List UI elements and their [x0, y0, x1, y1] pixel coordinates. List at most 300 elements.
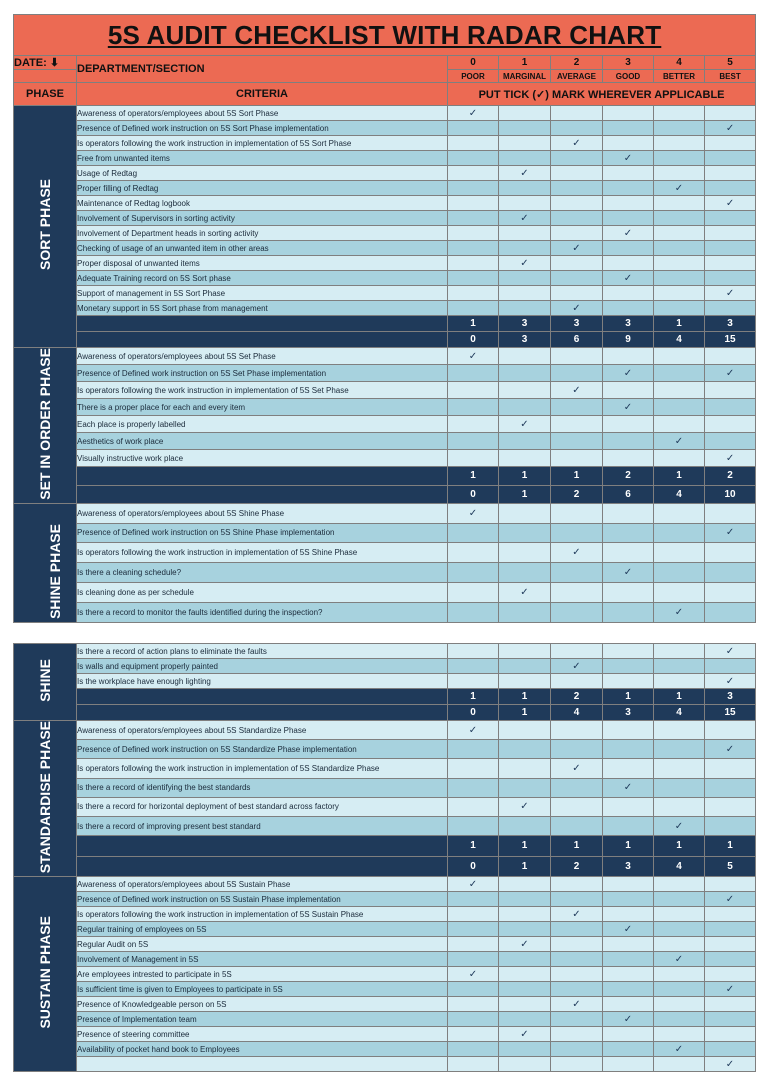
- tick-cell-score-2[interactable]: [551, 759, 603, 778]
- tick-cell-score-5[interactable]: [705, 121, 756, 136]
- tick-cell-score-2[interactable]: [551, 907, 603, 922]
- tick-cell-score-1[interactable]: [499, 997, 551, 1012]
- tick-cell-score-4[interactable]: [654, 740, 705, 759]
- tick-cell-score-1[interactable]: [499, 301, 551, 316]
- tick-cell-score-1[interactable]: [499, 877, 551, 892]
- tick-cell-score-3[interactable]: [603, 1042, 654, 1057]
- tick-cell-score-1[interactable]: [499, 602, 551, 622]
- tick-cell-score-1[interactable]: [499, 399, 551, 416]
- tick-cell-score-4[interactable]: [654, 433, 705, 450]
- tick-cell-score-3[interactable]: [603, 721, 654, 740]
- tick-cell-score-5[interactable]: [705, 907, 756, 922]
- tick-cell-score-1[interactable]: [499, 106, 551, 121]
- tick-cell-score-0[interactable]: [448, 286, 499, 301]
- tick-cell-score-4[interactable]: [654, 778, 705, 797]
- tick-cell-score-0[interactable]: [448, 817, 499, 836]
- tick-cell-score-3[interactable]: [603, 301, 654, 316]
- tick-cell-score-5[interactable]: [705, 877, 756, 892]
- tick-cell-score-4[interactable]: [654, 416, 705, 433]
- tick-cell-score-4[interactable]: [654, 952, 705, 967]
- tick-cell-score-1[interactable]: [499, 1057, 551, 1072]
- tick-cell-score-3[interactable]: [603, 543, 654, 563]
- tick-cell-score-0[interactable]: [448, 797, 499, 816]
- tick-cell-score-0[interactable]: [448, 271, 499, 286]
- tick-cell-score-5[interactable]: [705, 106, 756, 121]
- tick-cell-score-1[interactable]: [499, 922, 551, 937]
- tick-cell-score-1[interactable]: [499, 348, 551, 365]
- tick-cell-score-3[interactable]: [603, 740, 654, 759]
- tick-cell-score-4[interactable]: [654, 226, 705, 241]
- tick-cell-score-4[interactable]: [654, 450, 705, 467]
- tick-cell-score-1[interactable]: [499, 226, 551, 241]
- tick-cell-score-2[interactable]: [551, 582, 603, 602]
- tick-cell-score-5[interactable]: [705, 271, 756, 286]
- tick-cell-score-4[interactable]: [654, 1042, 705, 1057]
- tick-cell-score-2[interactable]: [551, 382, 603, 399]
- tick-cell-score-2[interactable]: [551, 181, 603, 196]
- tick-cell-score-0[interactable]: [448, 196, 499, 211]
- tick-cell-score-3[interactable]: [603, 778, 654, 797]
- tick-cell-score-4[interactable]: [654, 759, 705, 778]
- tick-cell-score-2[interactable]: [551, 136, 603, 151]
- tick-cell-score-4[interactable]: [654, 348, 705, 365]
- tick-cell-score-5[interactable]: [705, 226, 756, 241]
- tick-cell-score-1[interactable]: [499, 582, 551, 602]
- tick-cell-score-2[interactable]: [551, 271, 603, 286]
- tick-cell-score-3[interactable]: [603, 286, 654, 301]
- tick-cell-score-4[interactable]: [654, 674, 705, 689]
- tick-cell-score-3[interactable]: [603, 952, 654, 967]
- tick-cell-score-4[interactable]: [654, 967, 705, 982]
- tick-cell-score-0[interactable]: [448, 523, 499, 543]
- tick-cell-score-5[interactable]: [705, 399, 756, 416]
- tick-cell-score-1[interactable]: [499, 937, 551, 952]
- tick-cell-score-4[interactable]: [654, 922, 705, 937]
- tick-cell-score-0[interactable]: [448, 922, 499, 937]
- tick-cell-score-5[interactable]: [705, 659, 756, 674]
- tick-cell-score-2[interactable]: [551, 967, 603, 982]
- tick-cell-score-5[interactable]: [705, 450, 756, 467]
- tick-cell-score-0[interactable]: [448, 674, 499, 689]
- tick-cell-score-3[interactable]: [603, 892, 654, 907]
- tick-cell-score-5[interactable]: [705, 503, 756, 523]
- tick-cell-score-2[interactable]: [551, 817, 603, 836]
- check-mark-icon: ✓: [468, 507, 478, 519]
- tick-cell-score-3[interactable]: [603, 817, 654, 836]
- tick-cell-score-0[interactable]: [448, 937, 499, 952]
- tick-cell-score-4[interactable]: [654, 582, 705, 602]
- tick-cell-score-5[interactable]: [705, 301, 756, 316]
- tick-cell-score-5[interactable]: [705, 797, 756, 816]
- tick-cell-score-2[interactable]: [551, 721, 603, 740]
- tick-cell-score-4[interactable]: [654, 543, 705, 563]
- tick-cell-score-3[interactable]: [603, 382, 654, 399]
- tick-cell-score-1[interactable]: [499, 136, 551, 151]
- tick-cell-score-0[interactable]: [448, 997, 499, 1012]
- tick-cell-score-5[interactable]: [705, 196, 756, 211]
- tick-cell-score-3[interactable]: [603, 271, 654, 286]
- tick-cell-score-3[interactable]: [603, 644, 654, 659]
- tick-cell-score-2[interactable]: [551, 450, 603, 467]
- tick-cell-score-5[interactable]: [705, 523, 756, 543]
- tick-cell-score-1[interactable]: [499, 523, 551, 543]
- tick-cell-score-3[interactable]: [603, 982, 654, 997]
- tick-cell-score-1[interactable]: [499, 121, 551, 136]
- tick-cell-score-2[interactable]: [551, 659, 603, 674]
- tick-cell-score-5[interactable]: [705, 365, 756, 382]
- tick-cell-score-5[interactable]: [705, 740, 756, 759]
- criteria-text: Checking of usage of an unwanted item in other areas: [77, 241, 448, 256]
- tick-cell-score-4[interactable]: [654, 797, 705, 816]
- tick-cell-score-3[interactable]: [603, 659, 654, 674]
- tick-cell-score-3[interactable]: [603, 922, 654, 937]
- tick-cell-score-2[interactable]: [551, 286, 603, 301]
- tick-cell-score-4[interactable]: [654, 503, 705, 523]
- tick-cell-score-3[interactable]: [603, 211, 654, 226]
- tick-cell-score-4[interactable]: [654, 196, 705, 211]
- tick-cell-score-4[interactable]: [654, 399, 705, 416]
- tick-cell-score-1[interactable]: [499, 892, 551, 907]
- tick-cell-score-1[interactable]: [499, 503, 551, 523]
- tick-cell-score-4[interactable]: [654, 301, 705, 316]
- tick-cell-score-4[interactable]: [654, 644, 705, 659]
- tick-cell-score-0[interactable]: [448, 952, 499, 967]
- tick-cell-score-4[interactable]: [654, 151, 705, 166]
- tick-cell-score-4[interactable]: [654, 937, 705, 952]
- tick-cell-score-1[interactable]: [499, 416, 551, 433]
- tick-cell-score-5[interactable]: [705, 952, 756, 967]
- tick-cell-score-2[interactable]: [551, 523, 603, 543]
- tick-cell-score-3[interactable]: [603, 967, 654, 982]
- tick-cell-score-0[interactable]: [448, 301, 499, 316]
- tick-cell-score-5[interactable]: [705, 286, 756, 301]
- tick-cell-score-1[interactable]: [499, 196, 551, 211]
- tick-cell-score-4[interactable]: [654, 1012, 705, 1027]
- tick-cell-score-1[interactable]: [499, 952, 551, 967]
- tick-cell-score-0[interactable]: [448, 151, 499, 166]
- tick-cell-score-5[interactable]: [705, 563, 756, 583]
- tick-cell-score-2[interactable]: [551, 503, 603, 523]
- tick-cell-score-2[interactable]: [551, 211, 603, 226]
- tick-cell-score-3[interactable]: [603, 563, 654, 583]
- tick-cell-score-0[interactable]: [448, 241, 499, 256]
- tick-cell-score-4[interactable]: [654, 1057, 705, 1072]
- tick-cell-score-2[interactable]: [551, 433, 603, 450]
- criteria-text: Awareness of operators/employees about 5S Sort Phase: [77, 106, 448, 121]
- tick-cell-score-5[interactable]: [705, 1042, 756, 1057]
- tick-cell-score-4[interactable]: [654, 877, 705, 892]
- tick-cell-score-0[interactable]: [448, 450, 499, 467]
- tick-cell-score-0[interactable]: [448, 121, 499, 136]
- tick-cell-score-3[interactable]: [603, 674, 654, 689]
- tick-cell-score-2[interactable]: [551, 602, 603, 622]
- tick-cell-score-5[interactable]: [705, 256, 756, 271]
- tick-cell-score-1[interactable]: [499, 644, 551, 659]
- tick-cell-score-3[interactable]: [603, 937, 654, 952]
- tick-cell-score-2[interactable]: [551, 166, 603, 181]
- tick-cell-score-0[interactable]: [448, 416, 499, 433]
- tick-cell-score-1[interactable]: [499, 166, 551, 181]
- tick-cell-score-5[interactable]: [705, 1012, 756, 1027]
- tick-cell-score-3[interactable]: [603, 106, 654, 121]
- tick-cell-score-5[interactable]: [705, 602, 756, 622]
- tick-cell-score-5[interactable]: [705, 922, 756, 937]
- tick-cell-score-1[interactable]: [499, 181, 551, 196]
- tick-cell-score-5[interactable]: [705, 997, 756, 1012]
- tick-cell-score-2[interactable]: [551, 997, 603, 1012]
- tick-cell-score-4[interactable]: [654, 365, 705, 382]
- tick-cell-score-0[interactable]: [448, 365, 499, 382]
- tick-cell-score-2[interactable]: [551, 740, 603, 759]
- tick-cell-score-0[interactable]: [448, 602, 499, 622]
- tick-cell-score-2[interactable]: [551, 922, 603, 937]
- tick-cell-score-3[interactable]: [603, 602, 654, 622]
- tick-cell-score-4[interactable]: [654, 211, 705, 226]
- tick-cell-score-4[interactable]: [654, 602, 705, 622]
- tick-cell-score-5[interactable]: [705, 181, 756, 196]
- tick-cell-score-4[interactable]: [654, 241, 705, 256]
- tick-cell-score-4[interactable]: [654, 817, 705, 836]
- tick-cell-score-3[interactable]: [603, 121, 654, 136]
- tick-cell-score-5[interactable]: [705, 1027, 756, 1042]
- tick-cell-score-0[interactable]: [448, 563, 499, 583]
- tick-cell-score-1[interactable]: [499, 433, 551, 450]
- tick-cell-score-2[interactable]: [551, 1027, 603, 1042]
- tick-cell-score-3[interactable]: [603, 196, 654, 211]
- tick-cell-score-5[interactable]: [705, 1057, 756, 1072]
- tick-cell-score-0[interactable]: [448, 256, 499, 271]
- tick-cell-score-3[interactable]: [603, 1012, 654, 1027]
- tick-cell-score-0[interactable]: [448, 907, 499, 922]
- tick-cell-score-1[interactable]: [499, 907, 551, 922]
- tick-cell-score-4[interactable]: [654, 271, 705, 286]
- tick-cell-score-3[interactable]: [603, 241, 654, 256]
- tick-cell-score-3[interactable]: [603, 365, 654, 382]
- tick-cell-score-2[interactable]: [551, 937, 603, 952]
- tick-cell-score-2[interactable]: [551, 543, 603, 563]
- tick-cell-score-0[interactable]: [448, 382, 499, 399]
- tick-cell-score-1[interactable]: [499, 740, 551, 759]
- tick-cell-score-0[interactable]: [448, 740, 499, 759]
- tick-cell-score-3[interactable]: [603, 797, 654, 816]
- tick-cell-score-0[interactable]: [448, 181, 499, 196]
- tick-cell-score-1[interactable]: [499, 563, 551, 583]
- tick-cell-score-5[interactable]: [705, 382, 756, 399]
- tick-cell-score-1[interactable]: [499, 151, 551, 166]
- tick-cell-score-0[interactable]: [448, 1012, 499, 1027]
- tick-cell-score-3[interactable]: [603, 1057, 654, 1072]
- tick-cell-score-5[interactable]: [705, 674, 756, 689]
- tick-cell-score-3[interactable]: [603, 151, 654, 166]
- tick-cell-score-1[interactable]: [499, 817, 551, 836]
- tick-cell-score-2[interactable]: [551, 106, 603, 121]
- tick-cell-score-0[interactable]: [448, 433, 499, 450]
- tick-cell-score-1[interactable]: [499, 967, 551, 982]
- tick-cell-score-3[interactable]: [603, 907, 654, 922]
- tick-cell-score-5[interactable]: [705, 241, 756, 256]
- tick-cell-score-1[interactable]: [499, 286, 551, 301]
- tick-cell-score-3[interactable]: [603, 450, 654, 467]
- tick-cell-score-5[interactable]: [705, 937, 756, 952]
- tick-cell-score-5[interactable]: [705, 348, 756, 365]
- tick-cell-score-3[interactable]: [603, 416, 654, 433]
- tick-cell-score-2[interactable]: [551, 196, 603, 211]
- tick-cell-score-0[interactable]: [448, 582, 499, 602]
- check-mark-icon: ✓: [468, 724, 478, 736]
- tick-cell-score-3[interactable]: [603, 759, 654, 778]
- tick-cell-score-5[interactable]: [705, 892, 756, 907]
- tick-cell-score-3[interactable]: [603, 226, 654, 241]
- tick-cell-score-5[interactable]: [705, 136, 756, 151]
- tick-cell-score-2[interactable]: [551, 1042, 603, 1057]
- tick-cell-score-4[interactable]: [654, 907, 705, 922]
- tick-cell-score-0[interactable]: [448, 1042, 499, 1057]
- tick-cell-score-5[interactable]: [705, 211, 756, 226]
- tick-cell-score-1[interactable]: [499, 256, 551, 271]
- tick-cell-score-1[interactable]: [499, 450, 551, 467]
- tick-cell-score-3[interactable]: [603, 136, 654, 151]
- tick-cell-score-4[interactable]: [654, 523, 705, 543]
- checklist-row: [14, 106, 756, 121]
- tick-cell-score-4[interactable]: [654, 106, 705, 121]
- tick-cell-score-1[interactable]: [499, 982, 551, 997]
- tick-cell-score-1[interactable]: [499, 674, 551, 689]
- tick-cell-score-1[interactable]: [499, 382, 551, 399]
- tick-cell-score-3[interactable]: [603, 1027, 654, 1042]
- tick-cell-score-0[interactable]: [448, 877, 499, 892]
- tick-cell-score-3[interactable]: [603, 256, 654, 271]
- tick-cell-score-4[interactable]: [654, 286, 705, 301]
- tick-cell-score-2[interactable]: [551, 952, 603, 967]
- tick-cell-score-4[interactable]: [654, 181, 705, 196]
- tick-cell-score-2[interactable]: [551, 674, 603, 689]
- tick-cell-score-5[interactable]: [705, 644, 756, 659]
- tick-cell-score-5[interactable]: [705, 543, 756, 563]
- tick-cell-score-0[interactable]: [448, 892, 499, 907]
- tick-cell-score-0[interactable]: [448, 721, 499, 740]
- tick-cell-score-5[interactable]: [705, 582, 756, 602]
- tick-cell-score-2[interactable]: [551, 121, 603, 136]
- tick-cell-score-4[interactable]: [654, 166, 705, 181]
- tick-cell-score-2[interactable]: [551, 1012, 603, 1027]
- tick-cell-score-0[interactable]: [448, 226, 499, 241]
- tick-cell-score-2[interactable]: [551, 365, 603, 382]
- tick-cell-score-0[interactable]: [448, 1057, 499, 1072]
- tick-cell-score-2[interactable]: [551, 797, 603, 816]
- tick-cell-score-4[interactable]: [654, 382, 705, 399]
- tick-cell-score-0[interactable]: [448, 778, 499, 797]
- tick-cell-score-2[interactable]: [551, 644, 603, 659]
- tick-cell-score-0[interactable]: [448, 543, 499, 563]
- tick-cell-score-0[interactable]: [448, 1027, 499, 1042]
- tick-cell-score-5[interactable]: [705, 416, 756, 433]
- tick-cell-score-4[interactable]: [654, 892, 705, 907]
- tick-cell-score-3[interactable]: [603, 877, 654, 892]
- tick-cell-score-2[interactable]: [551, 982, 603, 997]
- tick-cell-score-5[interactable]: [705, 982, 756, 997]
- tick-cell-score-2[interactable]: [551, 778, 603, 797]
- tick-cell-score-1[interactable]: [499, 759, 551, 778]
- tick-cell-score-2[interactable]: [551, 399, 603, 416]
- tick-cell-score-3[interactable]: [603, 166, 654, 181]
- tick-cell-score-4[interactable]: [654, 721, 705, 740]
- tick-cell-score-5[interactable]: [705, 967, 756, 982]
- tick-cell-score-3[interactable]: [603, 181, 654, 196]
- tick-cell-score-0[interactable]: [448, 211, 499, 226]
- tick-cell-score-3[interactable]: [603, 582, 654, 602]
- tick-cell-score-2[interactable]: [551, 416, 603, 433]
- tick-cell-score-0[interactable]: [448, 106, 499, 121]
- tick-cell-score-0[interactable]: [448, 503, 499, 523]
- tick-cell-score-5[interactable]: [705, 721, 756, 740]
- date-value-cell[interactable]: [14, 70, 77, 83]
- tick-cell-score-1[interactable]: [499, 659, 551, 674]
- tick-cell-score-1[interactable]: [499, 543, 551, 563]
- tick-cell-score-4[interactable]: [654, 121, 705, 136]
- tick-cell-score-2[interactable]: [551, 348, 603, 365]
- tick-cell-score-1[interactable]: [499, 797, 551, 816]
- tick-cell-score-3[interactable]: [603, 997, 654, 1012]
- tick-cell-score-2[interactable]: [551, 1057, 603, 1072]
- tick-cell-score-0[interactable]: [448, 759, 499, 778]
- tick-cell-score-2[interactable]: [551, 301, 603, 316]
- tick-cell-score-2[interactable]: [551, 877, 603, 892]
- tick-cell-score-3[interactable]: [603, 433, 654, 450]
- tick-cell-score-0[interactable]: [448, 399, 499, 416]
- tick-cell-score-0[interactable]: [448, 659, 499, 674]
- tick-cell-score-2[interactable]: [551, 563, 603, 583]
- tick-cell-score-2[interactable]: [551, 151, 603, 166]
- tick-cell-score-1[interactable]: [499, 271, 551, 286]
- tick-cell-score-4[interactable]: [654, 982, 705, 997]
- tick-cell-score-3[interactable]: [603, 399, 654, 416]
- tick-cell-score-1[interactable]: [499, 1012, 551, 1027]
- tick-cell-score-0[interactable]: [448, 644, 499, 659]
- tick-cell-score-3[interactable]: [603, 348, 654, 365]
- tick-cell-score-4[interactable]: [654, 997, 705, 1012]
- tick-cell-score-1[interactable]: [499, 211, 551, 226]
- tick-cell-score-4[interactable]: [654, 1027, 705, 1042]
- tick-cell-score-5[interactable]: [705, 778, 756, 797]
- tick-cell-score-1[interactable]: [499, 365, 551, 382]
- tick-cell-score-0[interactable]: [448, 967, 499, 982]
- tick-cell-score-4[interactable]: [654, 256, 705, 271]
- tick-cell-score-4[interactable]: [654, 563, 705, 583]
- tick-cell-score-5[interactable]: [705, 433, 756, 450]
- tick-cell-score-4[interactable]: [654, 136, 705, 151]
- tick-cell-score-2[interactable]: [551, 256, 603, 271]
- tick-cell-score-4[interactable]: [654, 659, 705, 674]
- tick-cell-score-5[interactable]: [705, 166, 756, 181]
- tick-cell-score-3[interactable]: [603, 503, 654, 523]
- tick-cell-score-5[interactable]: [705, 817, 756, 836]
- tick-cell-score-0[interactable]: [448, 348, 499, 365]
- tick-cell-score-1[interactable]: [499, 1027, 551, 1042]
- tick-cell-score-5[interactable]: [705, 151, 756, 166]
- tick-cell-score-1[interactable]: [499, 721, 551, 740]
- tick-cell-score-1[interactable]: [499, 241, 551, 256]
- tick-cell-score-1[interactable]: [499, 778, 551, 797]
- tick-cell-score-5[interactable]: [705, 759, 756, 778]
- tick-cell-score-0[interactable]: [448, 166, 499, 181]
- tick-cell-score-0[interactable]: [448, 982, 499, 997]
- tick-cell-score-3[interactable]: [603, 523, 654, 543]
- tick-cell-score-0[interactable]: [448, 136, 499, 151]
- tick-cell-score-2[interactable]: [551, 226, 603, 241]
- tick-cell-score-2[interactable]: [551, 892, 603, 907]
- tick-cell-score-2[interactable]: [551, 241, 603, 256]
- tick-cell-score-1[interactable]: [499, 1042, 551, 1057]
